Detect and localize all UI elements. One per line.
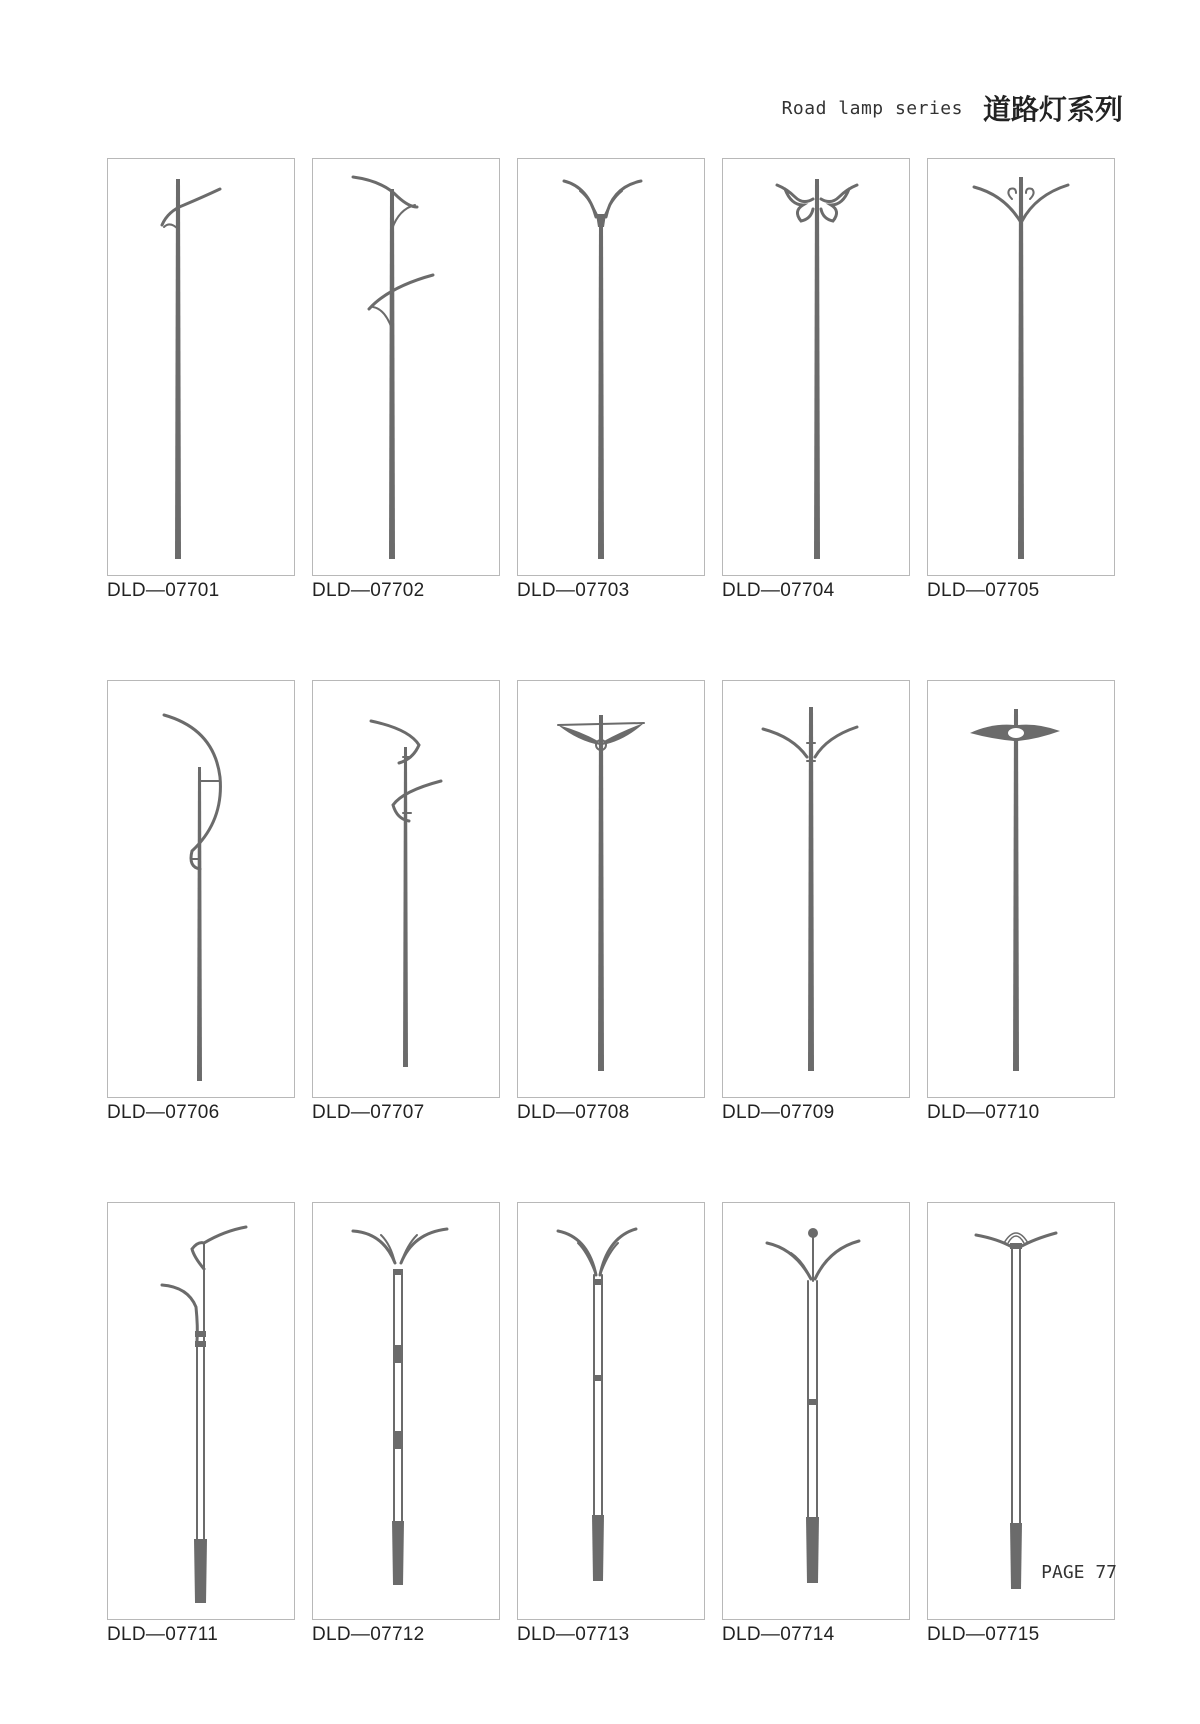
road-lamp-pole-icon [723, 1203, 909, 1619]
page-header [782, 88, 1123, 128]
product-card[interactable] [312, 158, 500, 602]
product-row [107, 680, 1115, 1124]
product-card[interactable] [722, 1202, 910, 1646]
road-lamp-pole-icon [108, 159, 294, 575]
road-lamp-pole-icon [928, 1203, 1114, 1619]
product-code: DLD—07703 [517, 580, 630, 601]
product-image-frame [312, 680, 500, 1098]
product-code: DLD—07704 [722, 580, 835, 601]
road-lamp-pole-icon [108, 681, 294, 1097]
product-card[interactable] [312, 680, 500, 1124]
road-lamp-pole-icon [928, 159, 1114, 575]
product-code: DLD—07712 [312, 1624, 425, 1645]
road-lamp-pole-icon [313, 681, 499, 1097]
product-image-frame [722, 1202, 910, 1620]
product-code: DLD—07702 [312, 580, 425, 601]
product-card[interactable] [722, 680, 910, 1124]
product-image-frame [517, 158, 705, 576]
road-lamp-pole-icon [518, 159, 704, 575]
product-image-frame [927, 158, 1115, 576]
product-image-frame [107, 680, 295, 1098]
product-card[interactable] [722, 158, 910, 602]
product-code: DLD—07709 [722, 1102, 835, 1123]
product-code: DLD—07707 [312, 1102, 425, 1123]
product-card[interactable] [107, 680, 295, 1124]
road-lamp-pole-icon [313, 1203, 499, 1619]
road-lamp-pole-icon [723, 681, 909, 1097]
product-image-frame [107, 158, 295, 576]
product-grid [107, 158, 1115, 1724]
series-title-en: Road lamp series [781, 97, 963, 119]
road-lamp-pole-icon [723, 159, 909, 575]
product-card[interactable] [107, 1202, 295, 1646]
product-code: DLD—07701 [107, 580, 220, 601]
road-lamp-pole-icon [518, 1203, 704, 1619]
product-card[interactable] [107, 158, 295, 602]
product-image-frame [722, 680, 910, 1098]
series-title-cn: 道路灯系列 [982, 93, 1123, 126]
product-code: DLD—07713 [517, 1624, 630, 1645]
product-code: DLD—07710 [927, 1102, 1040, 1123]
road-lamp-pole-icon [108, 1203, 294, 1619]
product-card[interactable] [927, 680, 1115, 1124]
product-card[interactable] [517, 158, 705, 602]
product-image-frame [722, 158, 910, 576]
product-code: DLD—07711 [107, 1624, 219, 1645]
product-code: DLD—07715 [927, 1624, 1040, 1645]
product-card[interactable] [517, 680, 705, 1124]
product-image-frame [312, 1202, 500, 1620]
product-code: DLD—07714 [722, 1624, 835, 1645]
product-image-frame [517, 680, 705, 1098]
product-image-frame [312, 158, 500, 576]
product-image-frame [927, 680, 1115, 1098]
product-card[interactable] [517, 1202, 705, 1646]
product-image-frame [927, 1202, 1115, 1620]
product-code: DLD—07708 [517, 1102, 630, 1123]
product-code: DLD—07705 [927, 580, 1040, 601]
road-lamp-pole-icon [313, 159, 499, 575]
product-card[interactable] [312, 1202, 500, 1646]
product-code: DLD—07706 [107, 1102, 220, 1123]
product-image-frame [107, 1202, 295, 1620]
page-number: PAGE 77 [1041, 1562, 1117, 1583]
road-lamp-pole-icon [928, 681, 1114, 1097]
product-row [107, 1202, 1115, 1646]
product-row [107, 158, 1115, 602]
product-card[interactable] [927, 158, 1115, 602]
product-image-frame [517, 1202, 705, 1620]
road-lamp-pole-icon [518, 681, 704, 1097]
